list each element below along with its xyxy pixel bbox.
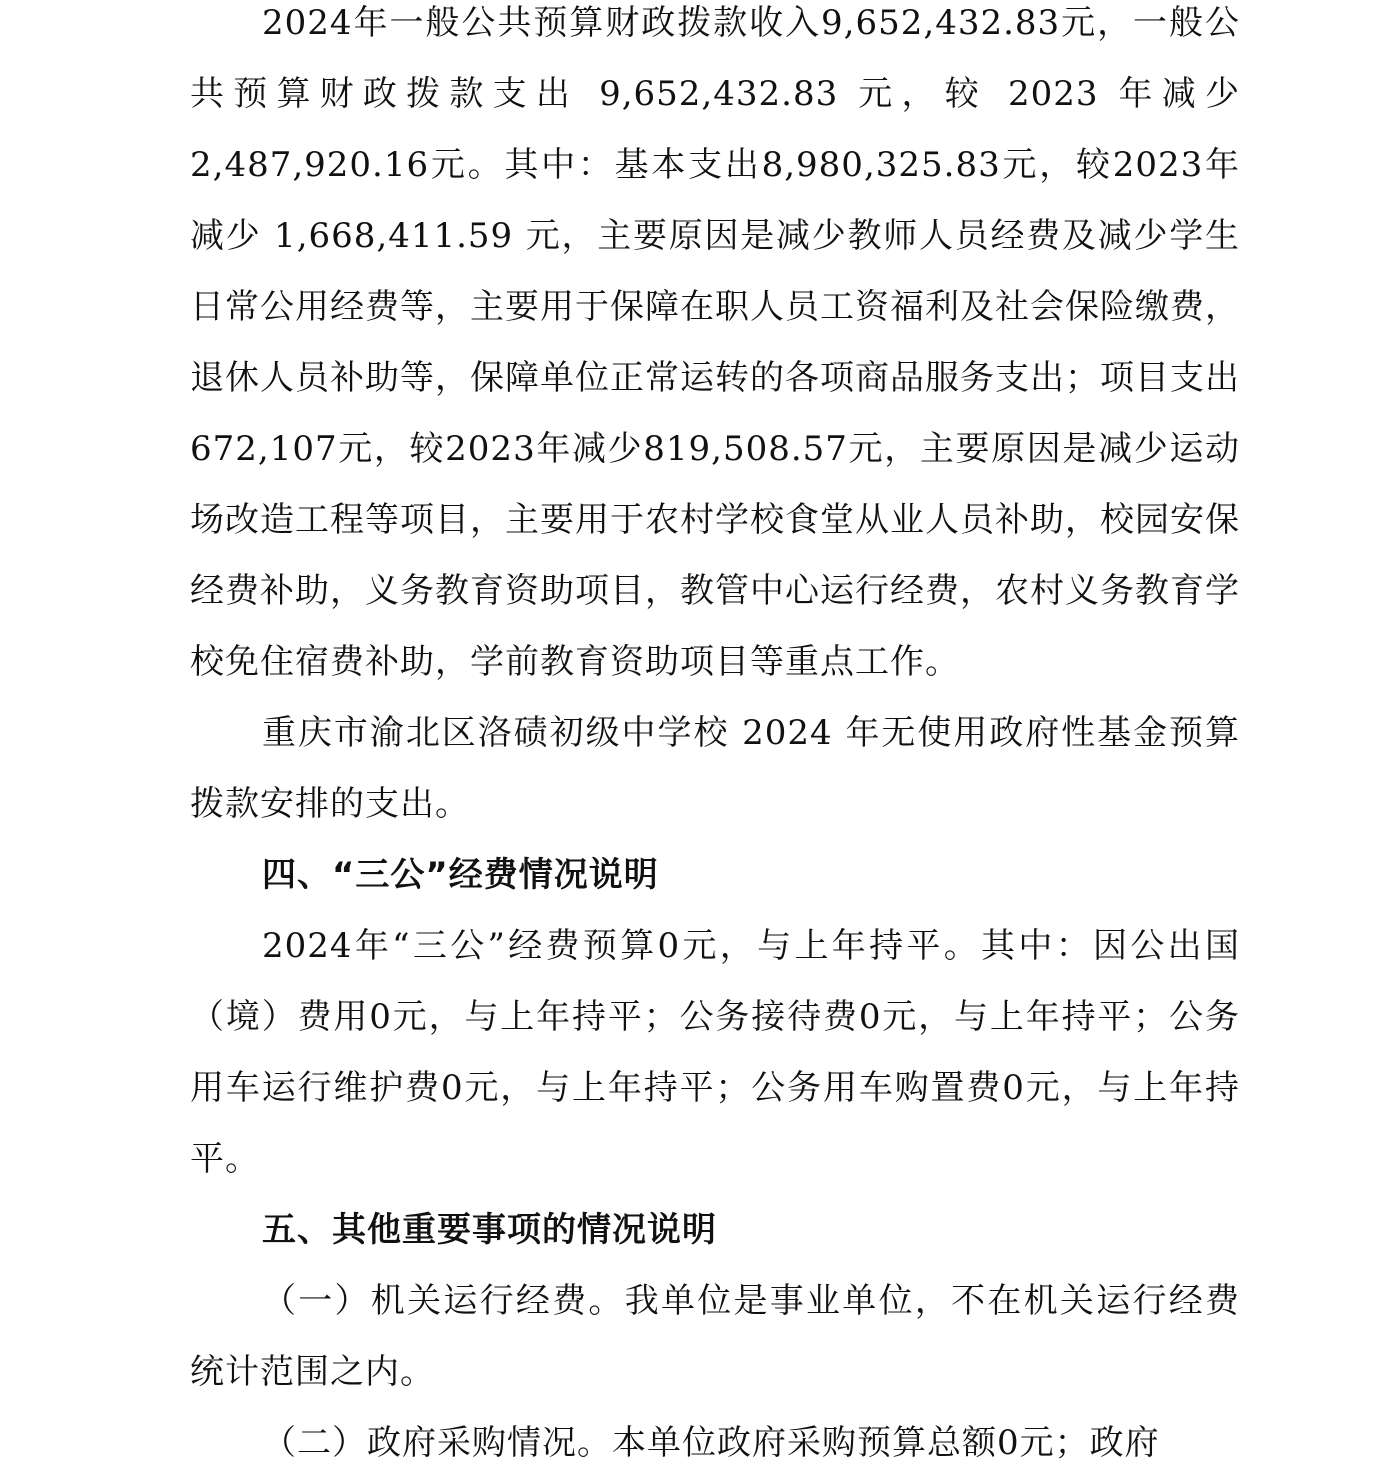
paragraph-government-procurement: （二）政府采购情况。本单位政府采购预算总额0元；政府: [262, 1423, 1160, 1463]
paragraph-budget-expenditure: 2024年一般公共预算财政拨款收入9,652,432.83元，一般公共预算财政拨款支出 9,652,432.83 元，较 2023 年减少2,487,920.16元。其中：基本支出8,980,325.83元，较2023年减少 1,668,411.59 元，主要原因是减少教师人员经费及减少学生日常公用经费等，主要用于保障在职人员工资福利及社会保险缴费，退休人员补助等，保障单位正常运转的各项商品服务支出；项目支出672,107元，较2023年减少819,508.57元，主要原因是减少运动场改造工程等项目，主要用于农村学校食堂从业人员补助，校园安保经费补助，义务教育资助项目，教管中心运行经费，农村义务教育学校免住宿费补助，学前教育资助项目等重点工作。: [190, 3, 1240, 682]
document-page: [190, 0, 1240, 1479]
paragraph-operating-expenses: （一）机关运行经费。我单位是事业单位，不在机关运行经费统计范围之内。: [190, 1281, 1240, 1392]
heading-three-public-expenses: 四、“三公”经费情况说明: [262, 855, 659, 895]
paragraph-three-public-expenses: 2024年“三公”经费预算0元，与上年持平。其中：因公出国（境）费用0元，与上年持平；公务接待费0元，与上年持平；公务用车运行维护费0元，与上年持平；公务用车购置费0元，与上年持平。: [190, 926, 1240, 1179]
paragraph-government-fund: 重庆市渝北区洛碛初级中学校 2024 年无使用政府性基金预算拨款安排的支出。: [190, 713, 1240, 824]
heading-other-matters: 五、其他重要事项的情况说明: [262, 1210, 717, 1250]
